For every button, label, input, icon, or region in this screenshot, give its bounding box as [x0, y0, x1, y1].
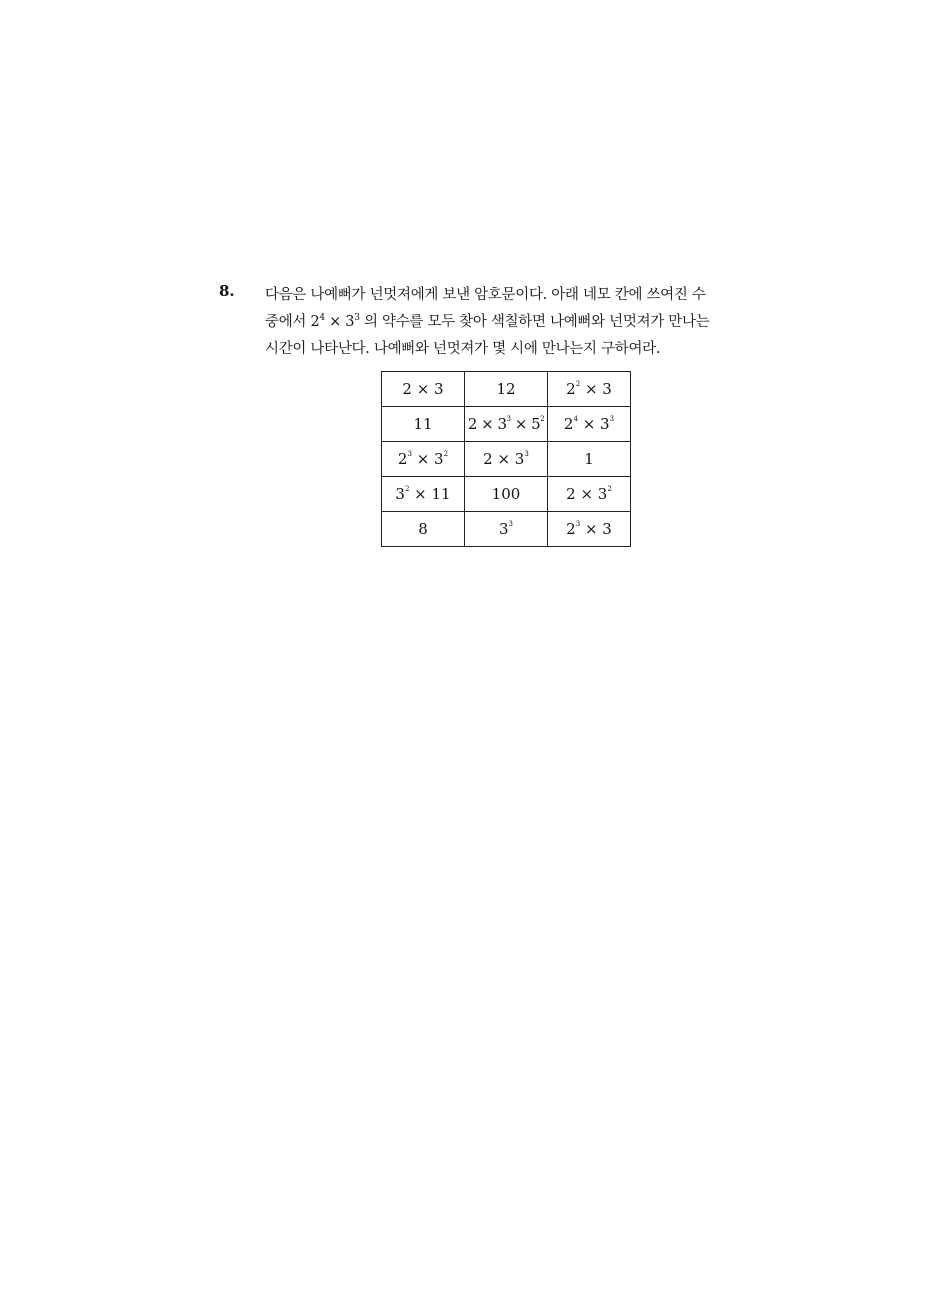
cell-term: 2 × 3: [467, 415, 507, 433]
expr-base-2: 3: [345, 314, 355, 330]
cell-term: × 3: [411, 450, 444, 468]
cell-term: 2: [397, 450, 408, 468]
cell-exponent: 3: [524, 450, 529, 458]
cell-term: 12: [496, 380, 516, 398]
cell-term: × 3: [580, 380, 612, 398]
cell-term: 2 × 3: [483, 450, 525, 468]
grid-cell[interactable]: [382, 442, 465, 477]
cell-exponent: 2: [540, 415, 545, 423]
grid-cell[interactable]: [465, 512, 548, 547]
cell-exponent: 2: [607, 485, 612, 493]
cell-term: × 5: [510, 415, 541, 433]
cipher-grid: [381, 371, 631, 547]
cell-term: 2: [566, 380, 576, 398]
expr-exp-2: 3: [354, 313, 360, 323]
grid-row: [382, 407, 631, 442]
grid-row: [382, 442, 631, 477]
cell-term: 3: [395, 485, 405, 503]
grid-cell[interactable]: [465, 442, 548, 477]
cell-term: 8: [418, 520, 428, 538]
cell-term: 11: [413, 415, 433, 433]
cell-exponent: 2: [443, 450, 449, 458]
cell-exponent: 3: [609, 415, 615, 423]
grid-cell[interactable]: [465, 407, 548, 442]
cell-term: 2: [566, 520, 576, 538]
cell-exponent: 3: [407, 450, 412, 458]
cipher-grid-body: [382, 372, 631, 547]
cell-term: 2: [563, 415, 574, 433]
grid-cell[interactable]: [382, 407, 465, 442]
grid-cell[interactable]: [465, 372, 548, 407]
grid-cell[interactable]: [548, 407, 631, 442]
grid-row: [382, 372, 631, 407]
grid-cell[interactable]: [548, 372, 631, 407]
grid-row: [382, 477, 631, 512]
question-line-3: 시간이 나타난다. 나예뻐와 넌멋져가 몇 시에 만나는지 구하여라.: [265, 341, 661, 357]
cell-exponent: 2: [575, 380, 581, 388]
question-number: 8.: [219, 282, 235, 300]
grid-cell[interactable]: [465, 477, 548, 512]
cell-term: × 3: [577, 415, 610, 433]
cell-exponent: 3: [506, 415, 511, 423]
expr-base-1: 2: [310, 314, 320, 330]
grid-cell[interactable]: [382, 477, 465, 512]
grid-cell[interactable]: [548, 442, 631, 477]
cell-exponent: 2: [404, 485, 410, 493]
cell-exponent: 3: [575, 520, 581, 528]
grid-row: [382, 512, 631, 547]
question-text: [265, 282, 745, 363]
divisor-expression: [310, 314, 359, 330]
cell-term: × 3: [411, 380, 444, 398]
grid-cell[interactable]: [548, 512, 631, 547]
question-line-2-prefix: 중에서: [265, 314, 307, 330]
cell-term: 2 × 3: [566, 485, 608, 503]
cell-term: 2: [402, 380, 412, 398]
cell-exponent: 4: [573, 415, 578, 423]
grid-cell[interactable]: [382, 372, 465, 407]
cell-term: 3: [498, 520, 509, 538]
grid-cell[interactable]: [548, 477, 631, 512]
cell-term: × 3: [580, 520, 612, 538]
question-line-2: [265, 309, 745, 336]
cell-term: × 11: [409, 485, 451, 503]
cell-term: 1: [584, 450, 594, 468]
expr-exp-1: 4: [319, 313, 325, 323]
question-line-1: 다음은 나예뻐가 넌멋져에게 보낸 암호문이다. 아래 네모 칸에 쓰여진 수: [265, 287, 706, 303]
cell-exponent: 3: [508, 520, 513, 528]
question-line-2-suffix: 의 약수를 모두 찾아 색칠하면 나예뻐와 넌멋져가 만나는: [363, 314, 710, 330]
cell-term: 100: [491, 485, 521, 503]
grid-cell[interactable]: [382, 512, 465, 547]
expr-operator: ×: [329, 314, 341, 330]
